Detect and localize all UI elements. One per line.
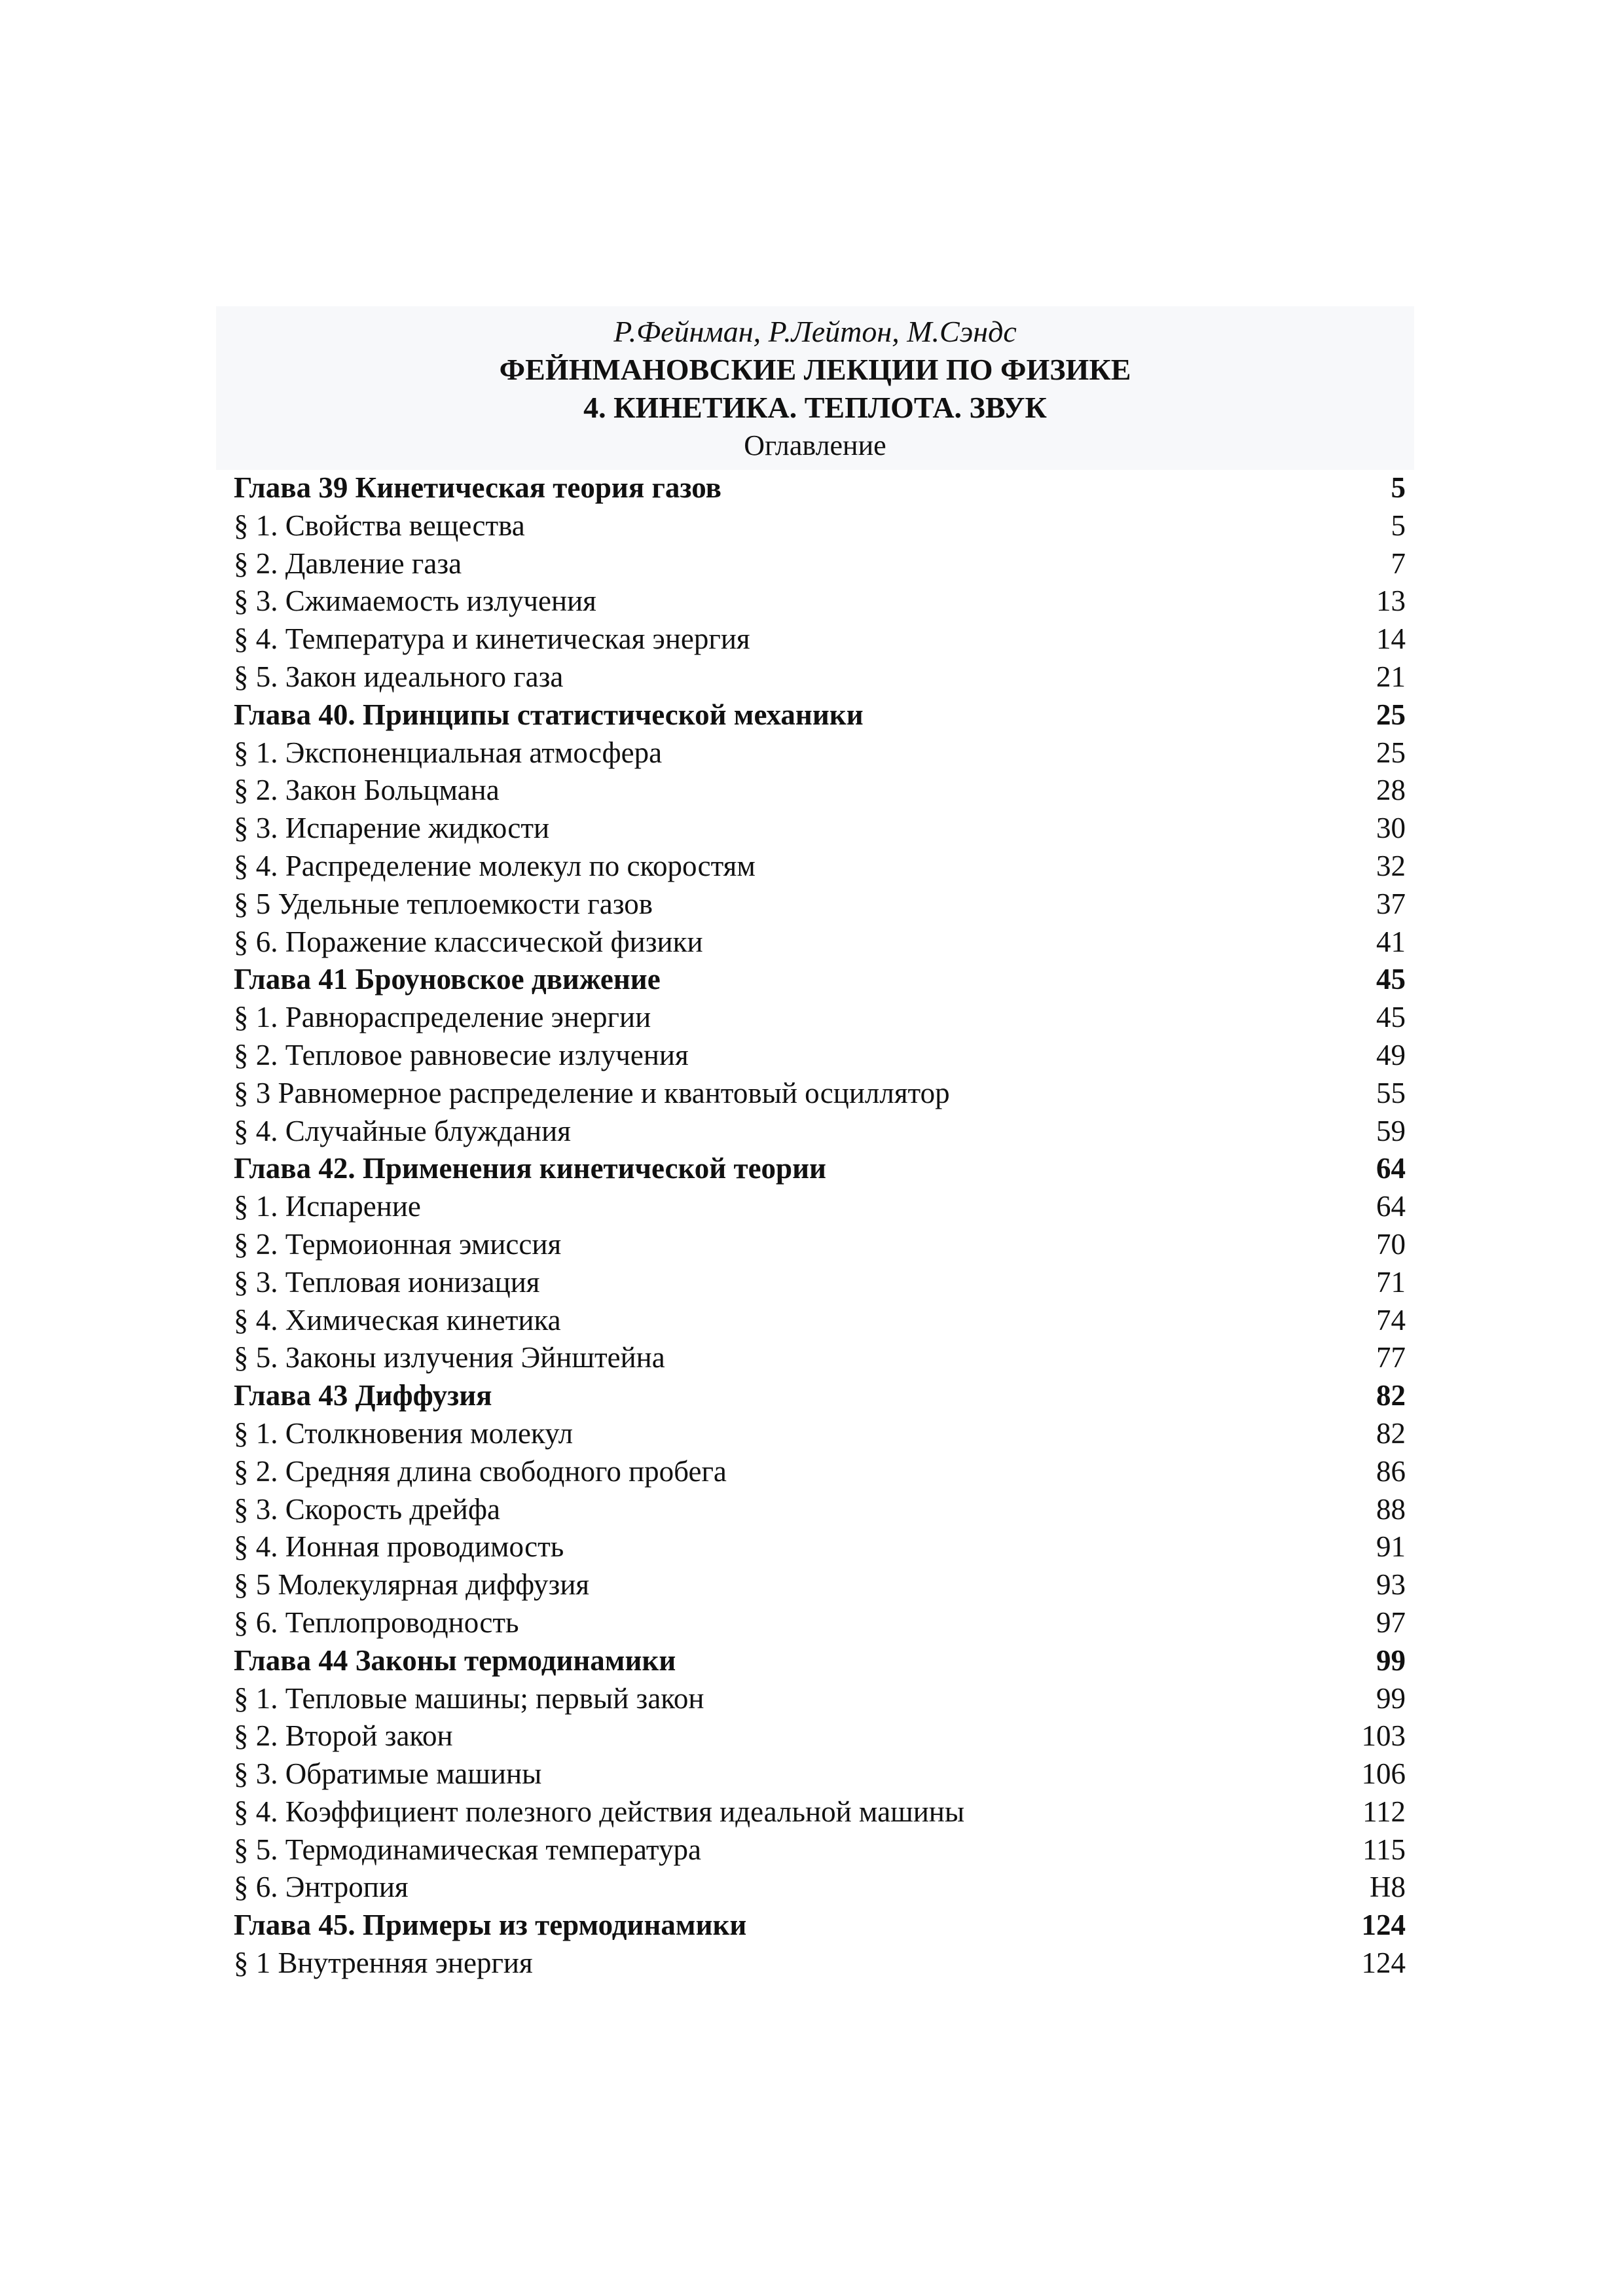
contents-heading: Оглавление	[744, 429, 886, 461]
toc-entry-page: 64	[1376, 1190, 1406, 1223]
toc-entry-page: 82	[1376, 1416, 1406, 1450]
toc-entry-page: 30	[1376, 812, 1406, 845]
toc-section-row	[234, 1453, 1406, 1491]
toc-section-row	[234, 999, 1406, 1037]
toc-entry-page: 41	[1376, 925, 1406, 958]
toc-chapter-row	[234, 1377, 1406, 1415]
toc-entry-title: § 6. Энтропия	[234, 1871, 409, 1904]
toc-entry-title: Глава 40. Принципы статистической механики	[234, 698, 864, 731]
toc-section-row	[234, 1793, 1406, 1831]
toc-entry-title: § 5. Термодинамическая температура	[234, 1833, 701, 1866]
toc-entry-page: 70	[1376, 1227, 1406, 1261]
toc-entry-page: 32	[1376, 849, 1406, 882]
toc-section-row	[234, 1491, 1406, 1529]
toc-entry-page: 13	[1376, 584, 1406, 618]
toc-entry-title: § 3 Равномерное распределение и квантовый осциллятор	[234, 1076, 950, 1109]
toc-entry-title: § 1 Внутренняя энергия	[234, 1946, 533, 1980]
toc-entry-title: § 2. Второй закон	[234, 1719, 453, 1753]
toc-section-row	[234, 1945, 1406, 1982]
toc-entry-title: § 5 Удельные теплоемкости газов	[234, 887, 653, 920]
toc-entry-title: § 4. Температура и кинетическая энергия	[234, 622, 750, 656]
toc-entry-page: 37	[1376, 887, 1406, 920]
toc-section-row	[234, 848, 1406, 886]
toc-entry-title: § 3. Испарение жидкости	[234, 812, 550, 845]
document-header	[216, 306, 1414, 470]
toc-section-row	[234, 1869, 1406, 1907]
toc-entry-page: 99	[1376, 1643, 1406, 1677]
toc-chapter-row	[234, 961, 1406, 999]
toc-entry-page: 77	[1376, 1341, 1406, 1374]
toc-entry-title: § 3. Обратимые машины	[234, 1757, 542, 1791]
toc-section-row	[234, 886, 1406, 924]
toc-section-row	[234, 1188, 1406, 1226]
toc-entry-page: 124	[1361, 1909, 1406, 1942]
toc-chapter-row	[234, 1642, 1406, 1680]
volume-subtitle: 4. КИНЕТИКА. ТЕПЛОТА. ЗВУК	[583, 391, 1047, 424]
toc-entry-title: Глава 43 Диффузия	[234, 1379, 492, 1412]
toc-entry-title: § 4. Случайные блуждания	[234, 1114, 571, 1147]
toc-section-row	[234, 1302, 1406, 1340]
toc-chapter-row	[234, 696, 1406, 734]
toc-entry-page: 91	[1376, 1530, 1406, 1564]
toc-section-row	[234, 772, 1406, 810]
toc-entry-title: § 4. Распределение молекул по скоростям	[234, 849, 756, 882]
toc-entry-page: 97	[1376, 1605, 1406, 1639]
toc-entry-page: 106	[1361, 1757, 1406, 1791]
book-title: ФЕЙНМАНОВСКИЕ ЛЕКЦИИ ПО ФИЗИКЕ	[499, 353, 1131, 386]
toc-entry-title: § 5. Законы излучения Эйнштейна	[234, 1341, 665, 1374]
toc-entry-title: Глава 39 Кинетическая теория газов	[234, 471, 721, 504]
toc-section-row	[234, 1831, 1406, 1869]
table-of-contents	[234, 469, 1406, 1982]
toc-section-row	[234, 1680, 1406, 1718]
toc-entry-title: § 2. Давление газа	[234, 547, 462, 580]
toc-entry-page: 14	[1376, 622, 1406, 656]
toc-section-row	[234, 583, 1406, 620]
toc-entry-title: Глава 41 Броуновское движение	[234, 963, 661, 996]
authors-line: Р.Фейнман, Р.Лейтон, М.Сэндс	[613, 315, 1017, 348]
toc-entry-page: 88	[1376, 1492, 1406, 1526]
toc-entry-page: 49	[1376, 1038, 1406, 1071]
toc-chapter-row	[234, 1907, 1406, 1945]
toc-entry-page: 7	[1391, 547, 1406, 580]
toc-section-row	[234, 1264, 1406, 1302]
toc-entry-page: 82	[1376, 1379, 1406, 1412]
toc-section-row	[234, 810, 1406, 848]
toc-entry-page: 74	[1376, 1303, 1406, 1336]
toc-entry-page: 71	[1376, 1265, 1406, 1299]
toc-section-row	[234, 1226, 1406, 1264]
toc-entry-page: 45	[1376, 1001, 1406, 1034]
toc-entry-title: Глава 45. Примеры из термодинамики	[234, 1909, 747, 1942]
toc-chapter-row	[234, 469, 1406, 507]
toc-entry-title: § 1. Столкновения молекул	[234, 1416, 574, 1450]
toc-entry-page: 112	[1362, 1795, 1406, 1828]
toc-chapter-row	[234, 1150, 1406, 1188]
toc-entry-title: § 6. Теплопроводность	[234, 1605, 519, 1639]
toc-section-row	[234, 545, 1406, 583]
toc-entry-title: § 2. Термоионная эмиссия	[234, 1227, 562, 1261]
toc-entry-title: § 1. Тепловые машины; первый закон	[234, 1681, 704, 1715]
toc-entry-title: § 1. Экспоненциальная атмосфера	[234, 736, 663, 769]
toc-entry-page: 115	[1362, 1833, 1406, 1866]
toc-section-row	[234, 1566, 1406, 1604]
toc-entry-title: Глава 42. Применения кинетической теории	[234, 1152, 826, 1185]
toc-section-row	[234, 1604, 1406, 1642]
toc-section-row	[234, 1339, 1406, 1377]
toc-entry-title: § 1. Испарение	[234, 1190, 421, 1223]
toc-entry-title: § 6. Поражение классической физики	[234, 925, 703, 958]
toc-section-row	[234, 620, 1406, 658]
toc-entry-title: § 4. Химическая кинетика	[234, 1303, 561, 1336]
toc-entry-page: 124	[1361, 1946, 1406, 1980]
toc-entry-title: § 3. Сжимаемость излучения	[234, 584, 596, 618]
toc-entry-page: 5	[1391, 509, 1406, 542]
toc-entry-title: Глава 44 Законы термодинамики	[234, 1643, 676, 1677]
toc-entry-page: 25	[1376, 698, 1406, 731]
toc-section-row	[234, 1528, 1406, 1566]
toc-entry-title: § 3. Тепловая ионизация	[234, 1265, 540, 1299]
toc-entry-title: § 5. Закон идеального газа	[234, 660, 564, 693]
toc-section-row	[234, 1037, 1406, 1075]
toc-entry-title: § 3. Скорость дрейфа	[234, 1492, 500, 1526]
toc-entry-page: 45	[1376, 963, 1406, 996]
toc-section-row	[234, 1075, 1406, 1113]
toc-section-row	[234, 1415, 1406, 1453]
toc-entry-title: § 5 Молекулярная диффузия	[234, 1568, 590, 1602]
toc-entry-title: § 1. Равнораспределение энергии	[234, 1001, 651, 1034]
toc-section-row	[234, 1113, 1406, 1151]
toc-section-row	[234, 1717, 1406, 1755]
toc-entry-page: 64	[1376, 1152, 1406, 1185]
toc-entry-page: 93	[1376, 1568, 1406, 1602]
toc-entry-page: 25	[1376, 736, 1406, 769]
toc-entry-page: 103	[1361, 1719, 1406, 1753]
toc-entry-title: § 4. Коэффициент полезного действия идеальной машины	[234, 1795, 965, 1828]
toc-entry-title: § 2. Закон Больцмана	[234, 774, 500, 807]
toc-entry-title: § 1. Свойства вещества	[234, 509, 525, 542]
toc-entry-page: 28	[1376, 774, 1406, 807]
toc-entry-page: 55	[1376, 1076, 1406, 1109]
toc-entry-page: 99	[1376, 1681, 1406, 1715]
toc-entry-page: Н8	[1370, 1871, 1406, 1904]
toc-entry-page: 59	[1376, 1114, 1406, 1147]
toc-section-row	[234, 507, 1406, 545]
toc-entry-title: § 2. Средняя длина свободного пробега	[234, 1454, 727, 1488]
toc-section-row	[234, 1755, 1406, 1793]
toc-section-row	[234, 924, 1406, 961]
toc-entry-title: § 2. Тепловое равновесие излучения	[234, 1038, 689, 1071]
toc-entry-page: 86	[1376, 1454, 1406, 1488]
toc-entry-page: 21	[1376, 660, 1406, 693]
toc-entry-title: § 4. Ионная проводимость	[234, 1530, 564, 1564]
toc-section-row	[234, 658, 1406, 696]
toc-entry-page: 5	[1391, 471, 1406, 504]
toc-section-row	[234, 734, 1406, 772]
